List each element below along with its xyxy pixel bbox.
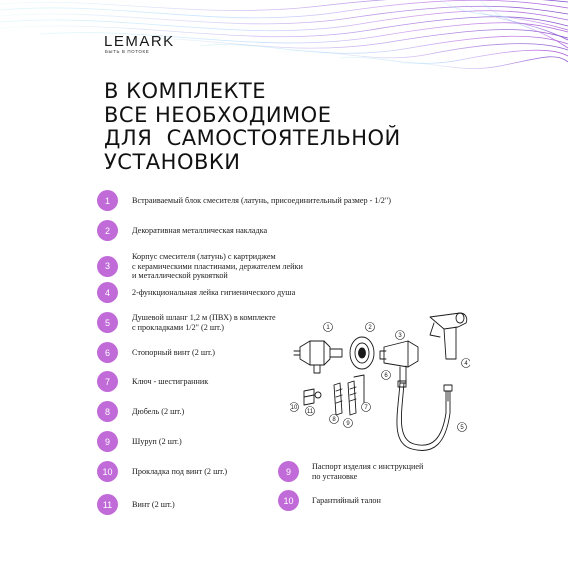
list-item xyxy=(278,490,381,511)
callout-marker xyxy=(330,415,339,424)
svg-text:11: 11 xyxy=(306,409,314,415)
svg-text:6: 6 xyxy=(384,373,388,379)
item-number-badge: 10 xyxy=(278,490,299,511)
item-number-badge: 6 xyxy=(97,342,118,363)
heading-line: УСТАНОВКИ xyxy=(104,149,241,174)
callout-marker xyxy=(396,331,405,340)
item-label: Дюбель (2 шт.) xyxy=(132,406,185,416)
heading-line: ДЛЯ САМОСТОЯТЕЛЬНОЙ xyxy=(104,126,401,150)
callout-marker xyxy=(290,403,299,412)
svg-text:8: 8 xyxy=(332,417,336,423)
item-label: Шуруп (2 шт.) xyxy=(132,436,182,446)
mixer-block-drawing xyxy=(294,341,342,373)
item-label: Стопорный винт (2 шт.) xyxy=(132,347,215,357)
list-item xyxy=(97,401,184,422)
page-heading xyxy=(104,80,544,174)
item-number-badge: 8 xyxy=(97,401,118,422)
hose-drawing xyxy=(397,381,452,451)
decorative-plate-drawing xyxy=(350,337,374,369)
item-number-badge: 5 xyxy=(97,312,118,333)
list-item xyxy=(97,342,215,363)
item-label: Встраиваемый блок смесителя (латунь, присоединительный размер - 1/2") xyxy=(132,195,391,205)
brand-name: LEMARK xyxy=(104,33,175,50)
list-item xyxy=(97,312,276,333)
list-item xyxy=(97,431,182,452)
list-item xyxy=(97,190,391,211)
heading-line: В КОМПЛЕКТЕ xyxy=(104,79,266,103)
svg-text:4: 4 xyxy=(464,361,468,367)
callout-marker xyxy=(462,359,471,368)
list-item xyxy=(97,220,267,241)
callout-marker xyxy=(324,323,333,332)
list-item xyxy=(97,252,303,281)
list-item xyxy=(278,461,423,482)
item-number-badge: 7 xyxy=(97,371,118,392)
item-label: Корпус смесителя (латунь) с картриджем с керамическими пластинами, держателем лейки и металлической рукояткой xyxy=(132,252,303,280)
item-label: Гарантийный талон xyxy=(312,495,381,505)
wave-banner xyxy=(0,0,568,80)
callout-marker xyxy=(382,371,391,380)
list-item xyxy=(97,461,227,482)
item-number-badge: 3 xyxy=(97,256,118,277)
item-label: Прокладка под винт (2 шт.) xyxy=(132,466,228,476)
svg-text:10: 10 xyxy=(290,405,298,411)
svg-text:3: 3 xyxy=(398,333,402,339)
svg-text:1: 1 xyxy=(326,325,330,331)
item-label: Душевой шланг 1,2 м (ПВХ) в комплекте с прокладками 1/2" (2 шт.) xyxy=(132,313,276,332)
item-label: Ключ - шестигранник xyxy=(132,376,209,386)
item-label: 2-функциональная лейка гигиенического душа xyxy=(132,287,296,297)
callout-marker xyxy=(362,403,371,412)
svg-text:7: 7 xyxy=(364,405,368,411)
item-number-badge: 2 xyxy=(97,220,118,241)
shower-head-drawing xyxy=(430,313,467,359)
callout-marker xyxy=(366,323,375,332)
brand-tagline: БЫТЬ В ПОТОКЕ xyxy=(105,49,150,54)
callout-marker xyxy=(344,419,353,428)
item-number-badge: 11 xyxy=(97,494,118,515)
item-number-badge: 4 xyxy=(97,282,118,303)
callout-marker xyxy=(306,407,315,416)
svg-text:9: 9 xyxy=(346,421,350,427)
item-label: Винт (2 шт.) xyxy=(132,499,175,509)
item-number-badge: 9 xyxy=(278,461,299,482)
brand-logo xyxy=(104,33,175,54)
item-number-badge: 1 xyxy=(97,190,118,211)
svg-text:5: 5 xyxy=(460,425,464,431)
item-label: Декоративная металлическая накладка xyxy=(132,225,268,235)
heading-line: ВСЕ НЕОБХОДИМОЕ xyxy=(104,102,332,127)
parts-diagram xyxy=(290,303,470,463)
callout-marker xyxy=(458,423,467,432)
item-number-badge: 10 xyxy=(97,461,118,482)
item-label: Паспорт изделия с инструкцией по установке xyxy=(312,462,424,481)
list-item xyxy=(97,371,208,392)
list-item xyxy=(97,282,295,303)
svg-text:2: 2 xyxy=(368,325,372,331)
list-item xyxy=(97,494,175,515)
item-number-badge: 9 xyxy=(97,431,118,452)
